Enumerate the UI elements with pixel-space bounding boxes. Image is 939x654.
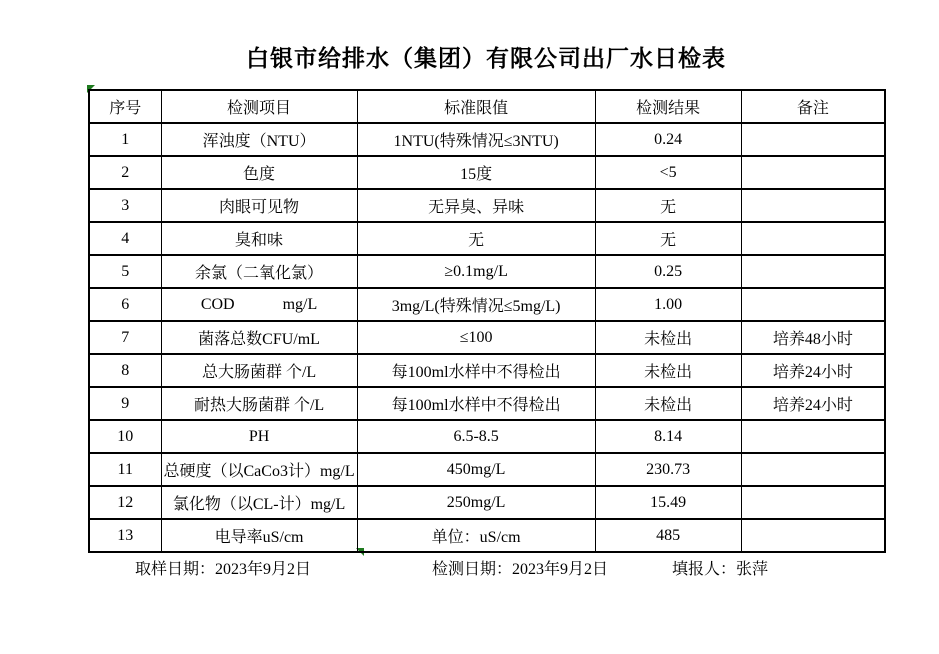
cell-remark — [741, 222, 885, 255]
cell-remark — [741, 486, 885, 519]
table-row — [89, 486, 885, 519]
header-standard: 标准限值 — [357, 90, 595, 123]
cell-remark — [741, 123, 885, 156]
cell-remark — [741, 420, 885, 453]
header-remark: 备注 — [741, 90, 885, 123]
cell-standard: 450mg/L — [357, 453, 595, 486]
cell-result: 0.25 — [595, 255, 741, 288]
cell-standard: 单位：uS/cm — [357, 519, 595, 552]
page-title: 白银市给排水（集团）有限公司出厂水日检表 — [246, 46, 726, 71]
cell-result: 未检出 — [595, 321, 741, 354]
cell-no: 2 — [89, 156, 161, 189]
cell-no: 4 — [89, 222, 161, 255]
cell-standard: 6.5-8.5 — [357, 420, 595, 453]
table-row — [89, 321, 885, 354]
cell-item: COD mg/L — [161, 288, 357, 321]
cell-remark — [741, 453, 885, 486]
cell-remark — [741, 156, 885, 189]
cell-item: 总大肠菌群 个/L — [161, 354, 357, 387]
cell-result: 0.24 — [595, 123, 741, 156]
cell-result: 485 — [595, 519, 741, 552]
cell-result: 230.73 — [595, 453, 741, 486]
header-item: 检测项目 — [161, 90, 357, 123]
cell-remark: 培养24小时 — [741, 354, 885, 387]
cell-no: 7 — [89, 321, 161, 354]
cell-standard: ≤100 — [357, 321, 595, 354]
cell-item: 氯化物（以CL-计）mg/L — [161, 486, 357, 519]
header-result: 检测结果 — [595, 90, 741, 123]
cell-remark: 培养48小时 — [741, 321, 885, 354]
table-row — [89, 420, 885, 453]
cell-result: 15.49 — [595, 486, 741, 519]
testing-date-text: 检测日期：2023年9月2日 — [432, 561, 609, 578]
cell-item: 色度 — [161, 156, 357, 189]
cell-item: 耐热大肠菌群 个/L — [161, 387, 357, 420]
table-row — [89, 123, 885, 156]
cell-item: 电导率uS/cm — [161, 519, 357, 552]
cell-no: 8 — [89, 354, 161, 387]
cell-result: 未检出 — [595, 354, 741, 387]
cell-standard: 每100ml水样中不得检出 — [357, 354, 595, 387]
cell-item: 总硬度（以CaCo3计）mg/L — [161, 453, 357, 486]
reported-by-text: 填报人：张萍 — [672, 561, 769, 578]
cell-no: 13 — [89, 519, 161, 552]
cell-no: 12 — [89, 486, 161, 519]
cell-item: 肉眼可见物 — [161, 189, 357, 222]
sampling-date-text: 取样日期：2023年9月2日 — [135, 561, 312, 578]
cell-standard: 无 — [357, 222, 595, 255]
cell-remark — [741, 255, 885, 288]
table-row — [89, 519, 885, 552]
table-row — [89, 222, 885, 255]
inspection-table — [88, 89, 886, 553]
cell-standard: 15度 — [357, 156, 595, 189]
cell-remark: 培养24小时 — [741, 387, 885, 420]
header-no: 序号 — [89, 90, 161, 123]
table-row — [89, 255, 885, 288]
cell-standard: ≥0.1mg/L — [357, 255, 595, 288]
cell-remark — [741, 519, 885, 552]
cell-item: 余氯（二氧化氯） — [161, 255, 357, 288]
cell-result: 8.14 — [595, 420, 741, 453]
cell-no: 5 — [89, 255, 161, 288]
cell-standard: 1NTU(特殊情况≤3NTU) — [357, 123, 595, 156]
cell-no: 9 — [89, 387, 161, 420]
table-row — [89, 156, 885, 189]
cell-item: 臭和味 — [161, 222, 357, 255]
cell-item: 菌落总数CFU/mL — [161, 321, 357, 354]
cell-item: 浑浊度（NTU） — [161, 123, 357, 156]
cell-no: 6 — [89, 288, 161, 321]
cell-no: 11 — [89, 453, 161, 486]
cell-standard: 无异臭、异味 — [357, 189, 595, 222]
header-row — [89, 90, 885, 123]
table-row — [89, 387, 885, 420]
table-row — [89, 354, 885, 387]
cell-item: PH — [161, 420, 357, 453]
table-row — [89, 288, 885, 321]
cell-remark — [741, 288, 885, 321]
table-row — [89, 453, 885, 486]
cell-result: 未检出 — [595, 387, 741, 420]
cell-standard: 3mg/L(特殊情况≤5mg/L) — [357, 288, 595, 321]
cell-no: 1 — [89, 123, 161, 156]
cell-result: <5 — [595, 156, 741, 189]
cell-no: 3 — [89, 189, 161, 222]
cell-standard: 250mg/L — [357, 486, 595, 519]
cell-result: 无 — [595, 189, 741, 222]
table-row — [89, 189, 885, 222]
cell-no: 10 — [89, 420, 161, 453]
cell-remark — [741, 189, 885, 222]
cell-result: 无 — [595, 222, 741, 255]
cell-standard: 每100ml水样中不得检出 — [357, 387, 595, 420]
cell-result: 1.00 — [595, 288, 741, 321]
